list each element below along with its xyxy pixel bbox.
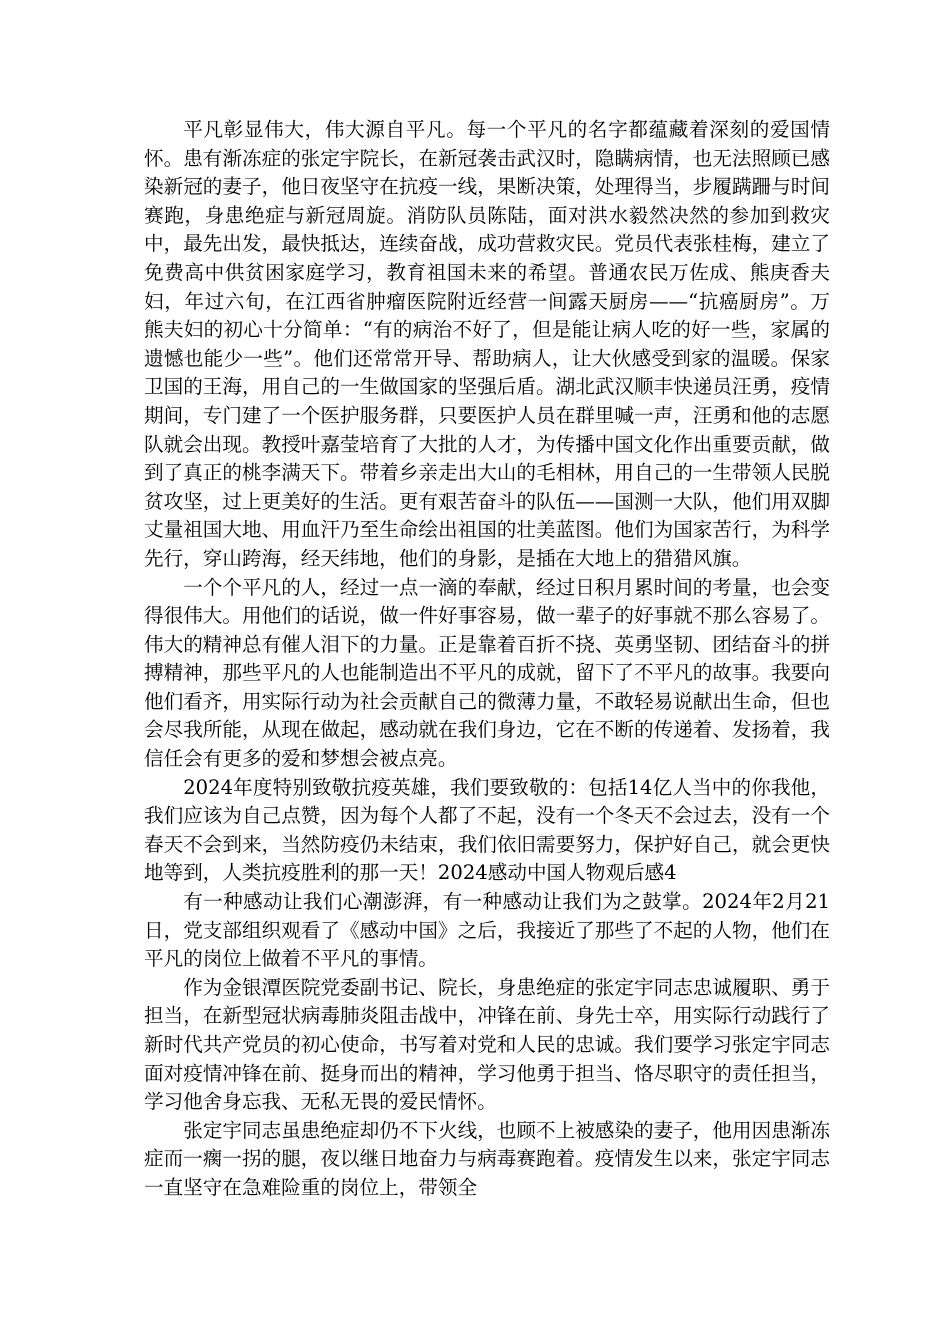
paragraph-6: 张定宇同志虽患绝症却仍不下火线，也顾不上被感染的妻子，他用因患渐冻症而一瘸一拐的腿，夜以继日地奋力与病毒赛跑着。疫情发生以来，张定宇同志一直坚守在急难险重的岗位上，带领全 — [144, 1118, 830, 1199]
paragraph-2: 一个个平凡的人，经过一点一滴的奉献，经过日积月累时间的考量，也会变得很伟大。用他们的话说，做一件好事容易，做一辈子的好事就不那么容易了。伟大的精神总有催人泪下的力量。正是靠着百折不挠、英勇坚韧、团结奋斗的拼搏精神，那些平凡的人也能制造出不平凡的成就，留下了不平凡的故事。我要向他们看齐，用实际行动为社会贡献自己的微薄力量，不敢轻易说献出生命，但也会尽我所能，从现在做起，感动就在我们身边，它在不断的传递着、发扬着，我信任会有更多的爱和梦想会被点亮。 — [144, 575, 830, 771]
document-body — [144, 116, 830, 1203]
paragraph-4: 有一种感动让我们心潮澎湃，有一种感动让我们为之鼓掌。2024年2月21日，党支部组织观看了《感动中国》之后，我接近了那些了不起的人物，他们在平凡的岗位上做着不平凡的事情。 — [144, 890, 830, 971]
paragraph-3: 2024年度特别致敬抗疫英雄，我们要致敬的：包括14亿人当中的你我他，我们应该为自己点赞，因为每个人都了不起，没有一个冬天不会过去，没有一个春天不会到来，当然防疫仍未结束，我们依旧需要努力，保护好自己，就会更快地等到，人类抗疫胜利的那一天！2024感动中国人物观后感4 — [144, 775, 830, 885]
paragraph-5: 作为金银潭医院党委副书记、院长，身患绝症的张定宇同志忠诚履职、勇于担当，在新型冠状病毒肺炎阻击战中，冲锋在前、身先士卒，用实际行动践行了新时代共产党员的初心使命，书写着对党和人民的忠诚。我们要学习张定宇同志面对疫情冲锋在前、挺身而出的精神，学习他勇于担当、恪尽职守的责任担当，学习他舍身忘我、无私无畏的爱民情怀。 — [144, 975, 830, 1114]
paragraph-1: 平凡彰显伟大，伟大源自平凡。每一个平凡的名字都蕴藏着深刻的爱国情怀。患有渐冻症的张定宇院长，在新冠袭击武汉时，隐瞒病情，也无法照顾已感染新冠的妻子，他日夜坚守在抗疫一线，果断决策，处理得当，步履蹒跚与时间赛跑，身患绝症与新冠周旋。消防队员陈陆，面对洪水毅然决然的参加到救灾中，最先出发，最快抵达，连续奋战，成功营救灾民。党员代表张桂梅，建立了免费高中供贫困家庭学习，教育祖国未来的希望。普通农民万佐成、熊庚香夫妇，年过六旬，在江西省肿瘤医院附近经营一间露天厨房——“抗癌厨房”。万熊夫妇的初心十分简单：“有的病治不好了，但是能让病人吃的好一些，家属的遗憾也能少一些”。他们还常常开导、帮助病人，让大伙感受到家的温暖。保家卫国的王海，用自己的一生做国家的坚强后盾。湖北武汉顺丰快递员汪勇，疫情期间，专门建了一个医护服务群，只要医护人员在群里喊一声，汪勇和他的志愿队就会出现。教授叶嘉莹培育了大批的人才，为传播中国文化作出重要贡献，做到了真正的桃李满天下。带着乡亲走出大山的毛相林，用自己的一生带领人民脱贫攻坚，过上更美好的生活。更有艰苦奋斗的队伍——国测一大队，他们用双脚丈量祖国大地、用血汗乃至生命绘出祖国的壮美蓝图。他们为国家苦行，为科学先行，穿山跨海，经天纬地，他们的身影，是插在大地上的猎猎风旗。 — [144, 118, 830, 570]
